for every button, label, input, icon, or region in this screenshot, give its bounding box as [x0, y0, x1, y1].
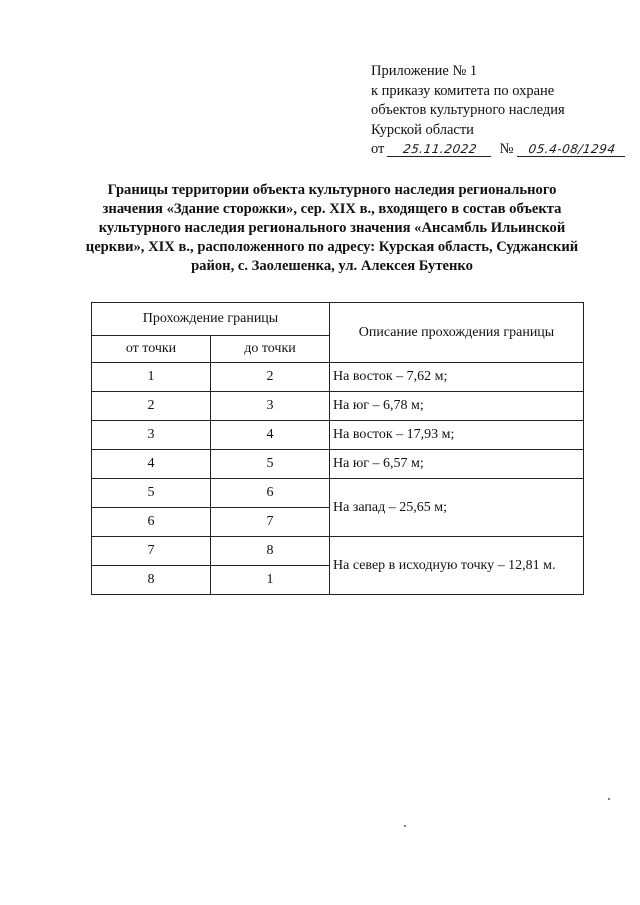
cell-from: 6 — [92, 508, 211, 537]
table-row — [92, 392, 584, 421]
cell-to: 4 — [211, 421, 330, 450]
cell-from: 7 — [92, 537, 211, 566]
cell-to: 3 — [211, 392, 330, 421]
table-header-row — [92, 303, 584, 336]
cell-description: На юг – 6,57 м; — [330, 450, 584, 479]
cell-to: 2 — [211, 363, 330, 392]
cell-to: 5 — [211, 450, 330, 479]
cell-from: 2 — [92, 392, 211, 421]
table-row — [92, 479, 584, 508]
appendix-committee: объектов культурного наследия — [371, 102, 565, 118]
cell-description: На юг – 6,78 м; — [330, 392, 584, 421]
cell-to: 1 — [211, 566, 330, 595]
handwritten-date: 25.11.2022 — [387, 142, 493, 157]
table-row — [92, 421, 584, 450]
cell-from: 8 — [92, 566, 211, 595]
from-label: от — [371, 141, 385, 157]
cell-to: 8 — [211, 537, 330, 566]
header-description: Описание прохождения границы — [330, 303, 584, 363]
appendix-number: Приложение № 1 — [371, 63, 478, 79]
cell-description: На восток – 17,93 м; — [330, 421, 584, 450]
appendix-order-ref: к приказу комитета по охране — [371, 82, 555, 99]
appendix-date-line — [371, 140, 631, 160]
scan-speck — [608, 798, 610, 800]
cell-description: На север в исходную точку – 12,81 м. — [330, 537, 584, 595]
document-title: Границы территории объекта культурного наследия регионального значения «Здание сторожки», сер. XIX в., входящего в состав объекта культурного наследия регионального значения «Ансамбль Ильинской церкви», XIX в., расположенного по адресу: Курская область, Суджанский район, с. Заолешенка, ул. Алексея Бутенко — [85, 182, 579, 274]
table-row — [92, 450, 584, 479]
boundary-table — [91, 302, 584, 595]
appendix-block — [371, 62, 631, 160]
header-to-point: до точки — [211, 336, 330, 363]
header-from-point: от точки — [92, 336, 211, 363]
cell-from: 1 — [92, 363, 211, 392]
cell-from: 4 — [92, 450, 211, 479]
appendix-region: Курской области — [371, 121, 474, 138]
header-boundary-passage: Прохождение границы — [92, 303, 330, 336]
cell-to: 6 — [211, 479, 330, 508]
cell-from: 3 — [92, 421, 211, 450]
cell-from: 5 — [92, 479, 211, 508]
number-sign: № — [499, 141, 514, 157]
cell-to: 7 — [211, 508, 330, 537]
scan-speck — [404, 825, 406, 827]
table-row — [92, 363, 584, 392]
cell-description: На восток – 7,62 м; — [330, 363, 584, 392]
cell-description: На запад – 25,65 м; — [330, 479, 584, 537]
handwritten-number: 05.4-08/1294 — [516, 142, 626, 157]
table-row — [92, 537, 584, 566]
